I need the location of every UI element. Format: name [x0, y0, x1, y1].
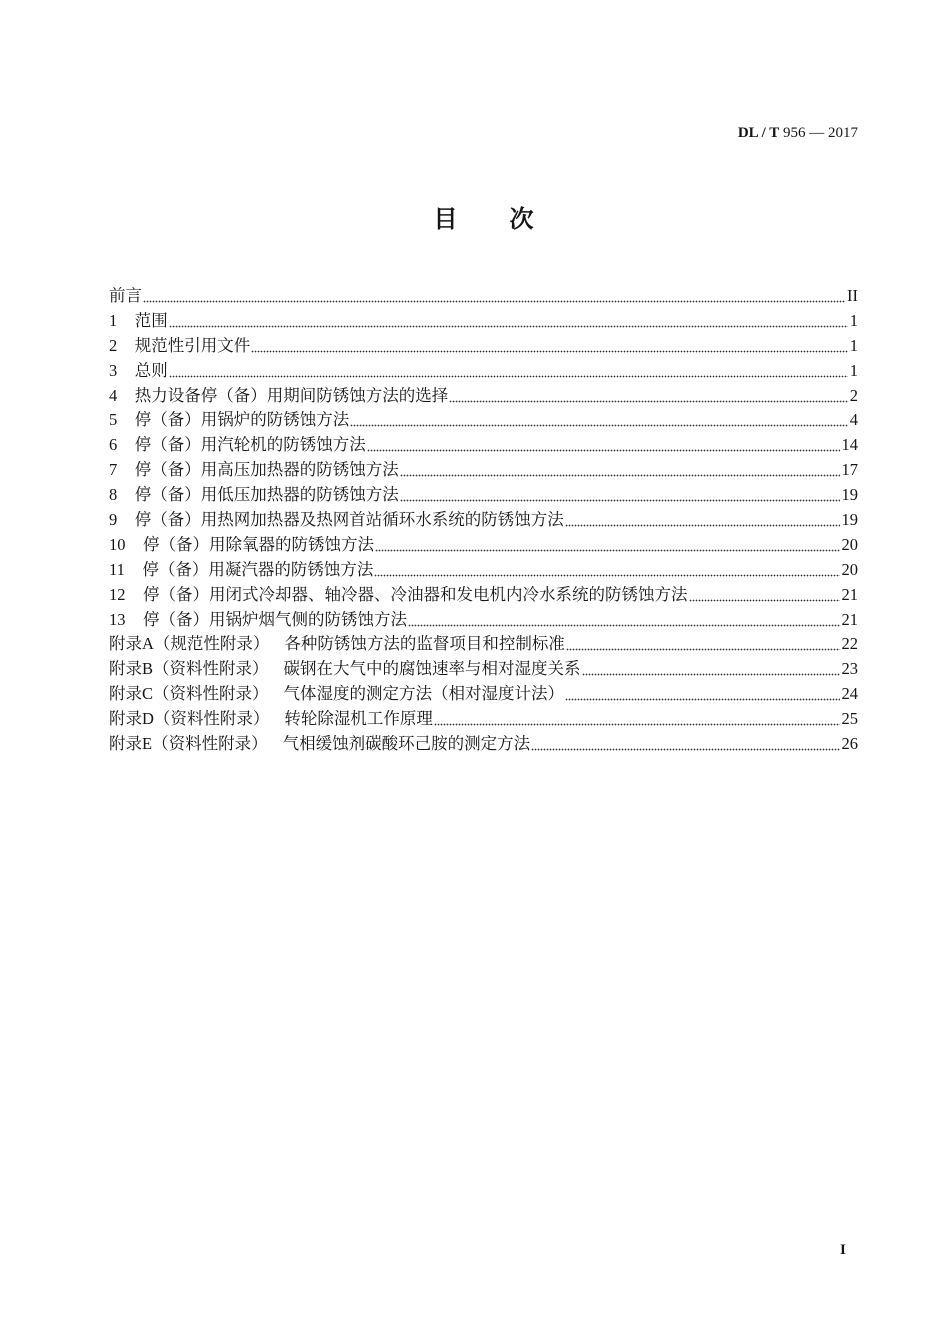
toc-entry-section-6	[109, 433, 858, 458]
page-number: I	[840, 1242, 846, 1258]
toc-entry-section-11	[109, 558, 858, 583]
toc-entry-section-10	[109, 533, 858, 558]
toc-entry-title: 热力设备停（备）用期间防锈蚀方法的选择	[134, 385, 449, 405]
toc-entry-page: 20	[841, 559, 858, 579]
toc-entry-number: 9	[109, 510, 118, 530]
toc-entry-title: 各种防锈蚀方法的监督项目和控制标准	[284, 634, 565, 654]
leader-dots	[566, 632, 840, 657]
toc-entry-page: 22	[841, 634, 858, 654]
toc-entry-page: 1	[849, 335, 858, 355]
toc-entry-section-4	[109, 384, 858, 409]
toc-entry-appendix-b	[109, 657, 858, 682]
table-of-contents	[109, 284, 858, 757]
toc-entry-title: 停（备）用热网加热器及热网首站循环水系统的防锈蚀方法	[134, 510, 564, 530]
toc-entry-appendix-a	[109, 632, 858, 657]
leader-dots	[400, 483, 840, 508]
toc-entry-title: 停（备）用锅炉的防锈蚀方法	[134, 410, 350, 430]
leader-dots	[689, 583, 840, 608]
toc-entry-page: 19	[841, 485, 858, 505]
toc-entry-section-13	[109, 608, 858, 633]
toc-entry-page: 21	[841, 609, 858, 629]
leader-dots	[582, 657, 840, 682]
standard-code-number: 956 — 2017	[783, 125, 858, 141]
leader-dots	[350, 408, 848, 433]
leader-dots	[434, 707, 840, 732]
toc-entry-page: 1	[849, 310, 858, 330]
toc-entry-page: 17	[841, 460, 858, 480]
toc-entry-page: II	[847, 286, 858, 305]
toc-entry-page: 20	[841, 534, 858, 554]
toc-entry-section-2	[109, 334, 858, 359]
toc-entry-section-9	[109, 508, 858, 533]
toc-entry-title: 停（备）用高压加热器的防锈蚀方法	[134, 460, 399, 480]
leader-dots	[449, 384, 848, 409]
toc-entry-section-1	[109, 309, 858, 334]
toc-entry-appendix-c	[109, 682, 858, 707]
page-title	[109, 205, 858, 235]
toc-entry-page: 4	[849, 410, 858, 430]
standard-code-prefix: DL / T	[737, 125, 780, 141]
leader-dots	[531, 732, 839, 757]
toc-entry-page: 24	[841, 684, 858, 704]
toc-entry-number: 3	[109, 360, 118, 380]
toc-entry-number: 4	[109, 385, 118, 405]
toc-entry-number: 6	[109, 435, 118, 455]
toc-entry-title: 停（备）用闭式冷却器、轴冷器、冷油器和发电机内冷水系统的防锈蚀方法	[143, 584, 688, 604]
toc-entry-foreword	[109, 284, 858, 309]
toc-entry-title: 停（备）用锅炉烟气侧的防锈蚀方法	[143, 609, 407, 629]
leader-dots	[374, 558, 839, 583]
toc-entry-number: 8	[109, 485, 118, 505]
toc-entry-section-7	[109, 458, 858, 483]
toc-entry-section-8	[109, 483, 858, 508]
toc-entry-section-3	[109, 359, 858, 384]
toc-entry-appendix-label: 附录C（资料性附录）	[109, 684, 269, 704]
toc-entry-title: 转轮除湿机工作原理	[284, 709, 433, 729]
leader-dots	[169, 309, 848, 334]
leader-dots	[169, 359, 848, 384]
leader-dots	[400, 458, 840, 483]
leader-dots	[565, 682, 839, 707]
toc-entry-title: 总则	[134, 360, 168, 380]
toc-entry-appendix-d	[109, 707, 858, 732]
toc-entry-appendix-label: 附录E（资料性附录）	[109, 734, 268, 754]
page-title-char-2: 次	[509, 207, 534, 233]
leader-dots	[375, 533, 840, 558]
toc-entry-page: 25	[841, 709, 858, 729]
toc-entry-page: 14	[841, 435, 858, 455]
leader-dots	[408, 608, 840, 633]
toc-entry-number: 1	[109, 310, 118, 330]
toc-entry-section-5	[109, 408, 858, 433]
toc-entry-title: 前言	[109, 286, 142, 305]
toc-entry-title: 气相缓蚀剂碳酸环己胺的测定方法	[282, 734, 531, 754]
leader-dots	[565, 508, 840, 533]
toc-entry-title: 停（备）用汽轮机的防锈蚀方法	[134, 435, 366, 455]
toc-entry-appendix-label: 附录B（资料性附录）	[109, 659, 269, 679]
leader-dots	[251, 334, 848, 359]
toc-entry-title: 停（备）用除氧器的防锈蚀方法	[143, 534, 374, 554]
standard-code	[738, 124, 858, 142]
toc-entry-page: 21	[841, 584, 858, 604]
toc-entry-title: 停（备）用低压加热器的防锈蚀方法	[134, 485, 399, 505]
toc-entry-number: 11	[109, 559, 125, 579]
toc-entry-title: 气体湿度的测定方法（相对湿度计法）	[283, 684, 565, 704]
leader-dots	[367, 433, 840, 458]
toc-entry-number: 10	[109, 534, 126, 554]
toc-entry-number: 13	[109, 609, 126, 629]
toc-entry-title: 范围	[134, 310, 168, 330]
toc-entry-title: 规范性引用文件	[134, 335, 251, 355]
toc-entry-page: 1	[849, 360, 858, 380]
toc-entry-number: 12	[109, 584, 126, 604]
toc-entry-appendix-e	[109, 732, 858, 757]
leader-dots	[143, 284, 845, 309]
page-title-char-1: 目	[433, 207, 458, 233]
toc-entry-page: 19	[841, 510, 858, 530]
toc-entry-page: 2	[849, 385, 858, 405]
toc-entry-number: 2	[109, 335, 118, 355]
toc-entry-title: 碳钢在大气中的腐蚀速率与相对湿度关系	[283, 659, 581, 679]
toc-entry-appendix-label: 附录D（资料性附录）	[109, 709, 270, 729]
toc-entry-title: 停（备）用凝汽器的防锈蚀方法	[142, 559, 374, 579]
toc-entry-number: 7	[109, 460, 118, 480]
toc-entry-page: 23	[841, 659, 858, 679]
toc-entry-section-12	[109, 583, 858, 608]
toc-entry-appendix-label: 附录A（规范性附录）	[109, 634, 270, 654]
toc-entry-number: 5	[109, 410, 118, 430]
toc-entry-page: 26	[841, 734, 858, 754]
